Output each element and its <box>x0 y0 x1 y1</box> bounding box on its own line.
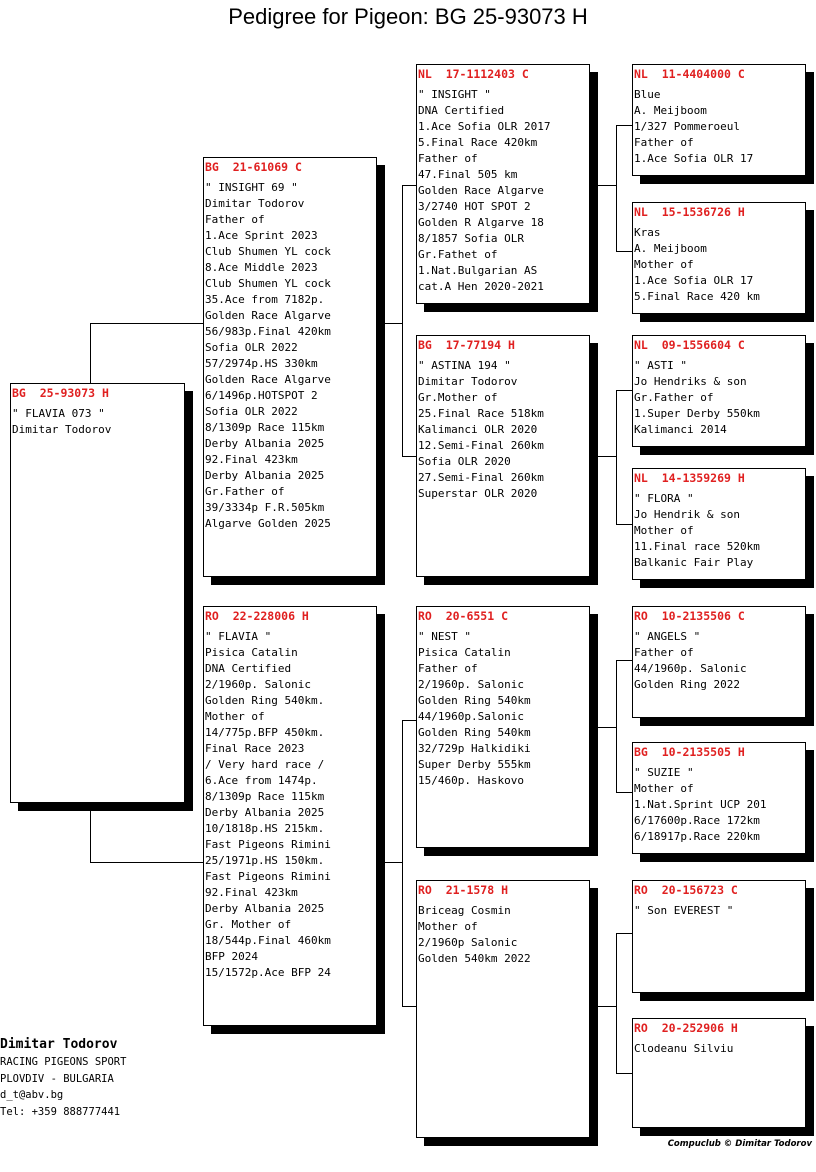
card-sire-sire <box>416 64 590 304</box>
owner-phone: Tel: +359 888777441 <box>0 1105 121 1118</box>
card-line: Club Shumen YL cock <box>205 277 331 290</box>
card-line: A. Meijboom <box>634 242 707 255</box>
card-line: Club Shumen YL cock <box>205 245 331 258</box>
ring-number: NL 15-1536726 H <box>634 205 745 219</box>
card-line: 2/1960p. Salonic <box>418 678 524 691</box>
card-line: 1.Ace Sofia OLR 17 <box>634 274 754 287</box>
card-line: 1/327 Pommeroeul <box>634 120 740 133</box>
card-line: Derby Albania 2025 <box>205 902 325 915</box>
card-line: Dimitar Todorov <box>205 197 305 210</box>
connector-line <box>384 862 402 863</box>
card-line: 1.Super Derby 550km <box>634 407 760 420</box>
card-line: Derby Albania 2025 <box>205 437 325 450</box>
owner-block <box>0 1036 126 1120</box>
card-line: Dimitar Todorov <box>418 375 518 388</box>
connector-line <box>90 323 91 383</box>
connector-line <box>402 185 417 186</box>
card-line: Golden Ring 540km. <box>205 694 325 707</box>
card-line: Kras <box>634 226 661 239</box>
card-line: Gr.Father of <box>634 391 714 404</box>
connector-line <box>90 810 91 863</box>
connector-line <box>597 456 616 457</box>
card-sire-sire-dam <box>632 202 806 314</box>
card-line: 2/1960p Salonic <box>418 936 518 949</box>
card-line: 11.Final race 520km <box>634 540 760 553</box>
card-line: 8/1309p Race 115km <box>205 421 325 434</box>
card-line: 92.Final 423km <box>205 886 298 899</box>
card-line: Mother of <box>634 782 694 795</box>
owner-email: d_t@abv.bg <box>0 1089 64 1101</box>
card-line: 10/1818p.HS 215km. <box>205 822 325 835</box>
ring-number: NL 17-1112403 C <box>418 67 529 81</box>
card-line: Pisica Catalin <box>205 646 298 659</box>
ring-number: BG 10-2135505 H <box>634 745 745 759</box>
card-line: 35.Ace from 7182p. <box>205 293 325 306</box>
card-line: 44/1960p. Salonic <box>634 662 747 675</box>
card-line: Algarve Golden 2025 <box>205 517 331 530</box>
card-line: 1.Nat.Sprint UCP 201 <box>634 798 767 811</box>
card-line: Golden Ring 540km <box>418 726 531 739</box>
ring-number: BG 17-77194 H <box>418 338 515 352</box>
card-line: 2/1960p. Salonic <box>205 678 311 691</box>
card-line: Clodeanu Silviu <box>634 1042 734 1055</box>
card-line: Gr.Mother of <box>418 391 498 404</box>
card-line: Dimitar Todorov <box>12 423 112 436</box>
card-line: " FLAVIA " <box>205 630 272 643</box>
ring-number: NL 09-1556604 C <box>634 338 745 352</box>
card-line: 8/1857 Sofia OLR <box>418 232 524 245</box>
card-line: Pisica Catalin <box>418 646 511 659</box>
card-line: 6/18917p.Race 220km <box>634 830 760 843</box>
card-line: " FLORA " <box>634 492 694 505</box>
card-dam-dam-sire <box>632 880 806 993</box>
card-line: Golden Race Algarve <box>205 309 331 322</box>
card-line: 12.Semi-Final 260km <box>418 439 544 452</box>
ring-number: RO 10-2135506 C <box>634 609 745 623</box>
card-line: 25/1971p.HS 150km. <box>205 854 325 867</box>
card-dam <box>203 606 377 1026</box>
card-line: Gr.Father of <box>205 485 285 498</box>
ring-number: NL 11-4404000 C <box>634 67 745 81</box>
card-line: Blue <box>634 88 661 101</box>
connector-line <box>90 323 204 324</box>
footer-credit: Compuclub © Dimitar Todorov <box>667 1139 812 1149</box>
card-line: Gr. Mother of <box>205 918 292 931</box>
card-line: DNA Certified <box>205 662 292 675</box>
card-line: Final Race 2023 <box>205 742 305 755</box>
card-line: Sofia OLR 2020 <box>418 455 511 468</box>
page-title: Pedigree for Pigeon: BG 25-93073 H <box>228 4 588 29</box>
card-line: 8/1309p Race 115km <box>205 790 325 803</box>
card-line: 39/3334p F.R.505km <box>205 501 325 514</box>
ring-number: RO 22-228006 H <box>205 609 309 623</box>
connector-line <box>402 720 417 721</box>
connector-line <box>402 456 417 457</box>
card-line: Golden 540km 2022 <box>418 952 531 965</box>
card-sire-dam <box>416 335 590 577</box>
ring-number: RO 21-1578 H <box>418 883 509 897</box>
connector-line <box>402 1006 417 1007</box>
card-line: A. Meijboom <box>634 104 707 117</box>
card-sire-dam-sire <box>632 335 806 447</box>
connector-line <box>402 720 403 1006</box>
ring-number: NL 14-1359269 H <box>634 471 745 485</box>
card-line: 44/1960p.Salonic <box>418 710 524 723</box>
card-dam-dam <box>416 880 590 1138</box>
card-dam-dam-dam <box>632 1018 806 1128</box>
card-line: Kalimanci OLR 2020 <box>418 423 538 436</box>
card-line: Golden Ring 2022 <box>634 678 740 691</box>
card-line: 15/460p. Haskovo <box>418 774 524 787</box>
card-line: 92.Final 423km <box>205 453 298 466</box>
card-line: DNA Certified <box>418 104 505 117</box>
connector-line <box>616 933 617 1073</box>
card-line: Kalimanci 2014 <box>634 423 727 436</box>
card-subject <box>10 383 185 803</box>
connector-line <box>616 125 617 251</box>
card-line: Jo Hendriks & son <box>634 375 747 388</box>
card-line: Briceag Cosmin <box>418 904 511 917</box>
card-line: Mother of <box>634 258 694 271</box>
card-line: 47.Final 505 km <box>418 168 518 181</box>
card-line: " ASTINA 194 " <box>418 359 511 372</box>
connector-line <box>402 185 403 456</box>
connector-line <box>616 390 632 391</box>
connector-line <box>384 323 402 324</box>
connector-line <box>616 660 632 661</box>
connector-line <box>616 933 632 934</box>
card-line: 1.Ace Sofia OLR 17 <box>634 152 754 165</box>
card-line: / Very hard race / <box>205 758 325 771</box>
card-line: " INSIGHT 69 " <box>205 181 298 194</box>
connector-line <box>616 1073 632 1074</box>
card-line: 18/544p.Final 460km <box>205 934 331 947</box>
owner-line: PLOVDIV - BULGARIA <box>0 1072 114 1085</box>
card-line: Sofia OLR 2022 <box>205 405 298 418</box>
card-line: " FLAVIA 073 " <box>12 407 105 420</box>
card-sire <box>203 157 377 577</box>
card-dam-sire-sire <box>632 606 806 718</box>
card-line: " ANGELS " <box>634 630 701 643</box>
card-line: Golden Race Algarve <box>205 373 331 386</box>
card-line: 25.Final Race 518km <box>418 407 544 420</box>
card-line: " INSIGHT " <box>418 88 491 101</box>
ring-number: BG 21-61069 C <box>205 160 302 174</box>
card-dam-sire <box>416 606 590 848</box>
card-line: 32/729p Halkidiki <box>418 742 531 755</box>
connector-line <box>616 524 632 525</box>
card-line: Sofia OLR 2022 <box>205 341 298 354</box>
card-line: " Son EVEREST " <box>634 904 734 917</box>
card-line: Derby Albania 2025 <box>205 806 325 819</box>
card-line: 57/2974p.HS 330km <box>205 357 318 370</box>
connector-line <box>616 390 617 524</box>
card-line: Mother of <box>205 710 265 723</box>
connector-line <box>597 185 616 186</box>
card-line: 3/2740 HOT SPOT 2 <box>418 200 531 213</box>
card-line: Father of <box>634 646 694 659</box>
ring-number: RO 20-252906 H <box>634 1021 738 1035</box>
connector-line <box>597 727 616 728</box>
owner-line: RACING PIGEONS SPORT <box>0 1056 127 1068</box>
card-line: Fast Pigeons Rimini <box>205 870 331 883</box>
card-line: Golden R Algarve 18 <box>418 216 544 229</box>
card-line: 6.Ace from 1474p. <box>205 774 318 787</box>
card-line: Fast Pigeons Rimini <box>205 838 331 851</box>
card-line: Superstar OLR 2020 <box>418 487 538 500</box>
card-line: Father of <box>205 213 265 226</box>
card-line: " SUZIE " <box>634 766 694 779</box>
card-line: Jo Hendrik & son <box>634 508 740 521</box>
card-sire-dam-dam <box>632 468 806 580</box>
connector-line <box>616 125 632 126</box>
card-line: 1.Nat.Bulgarian AS <box>418 264 538 277</box>
owner-name: Dimitar Todorov <box>0 1037 118 1052</box>
card-line: 15/1572p.Ace BFP 24 <box>205 966 331 979</box>
card-line: 5.Final Race 420 km <box>634 290 760 303</box>
ring-number: RO 20-156723 C <box>634 883 738 897</box>
card-line: 27.Semi-Final 260km <box>418 471 544 484</box>
card-line: 6/17600p.Race 172km <box>634 814 760 827</box>
card-line: cat.A Hen 2020-2021 <box>418 280 544 293</box>
connector-line <box>616 660 617 792</box>
ring-number: BG 25-93073 H <box>12 386 109 400</box>
card-line: 14/775p.BFP 450km. <box>205 726 325 739</box>
card-line: 6/1496p.HOTSPOT 2 <box>205 389 318 402</box>
card-line: 1.Ace Sprint 2023 <box>205 229 318 242</box>
card-line: Father of <box>418 662 478 675</box>
card-line: Gr.Fathet of <box>418 248 498 261</box>
card-line: 56/983p.Final 420km <box>205 325 331 338</box>
card-line: Mother of <box>634 524 694 537</box>
connector-line <box>597 1006 616 1007</box>
card-line: 8.Ace Middle 2023 <box>205 261 318 274</box>
card-line: Golden Race Algarve <box>418 184 544 197</box>
card-line: Derby Albania 2025 <box>205 469 325 482</box>
card-line: Balkanic Fair Play <box>634 556 754 569</box>
card-line: Golden Ring 540km <box>418 694 531 707</box>
card-sire-sire-sire <box>632 64 806 176</box>
connector-line <box>616 792 632 793</box>
card-line: 1.Ace Sofia OLR 2017 <box>418 120 551 133</box>
ring-number: RO 20-6551 C <box>418 609 509 623</box>
connector-line <box>90 862 204 863</box>
card-line: 5.Final Race 420km <box>418 136 538 149</box>
card-line: " NEST " <box>418 630 471 643</box>
card-line: " ASTI " <box>634 359 687 372</box>
card-line: Father of <box>418 152 478 165</box>
card-line: Father of <box>634 136 694 149</box>
card-line: BFP 2024 <box>205 950 258 963</box>
card-dam-sire-dam <box>632 742 806 854</box>
connector-line <box>616 251 632 252</box>
card-line: Super Derby 555km <box>418 758 531 771</box>
card-line: Mother of <box>418 920 478 933</box>
